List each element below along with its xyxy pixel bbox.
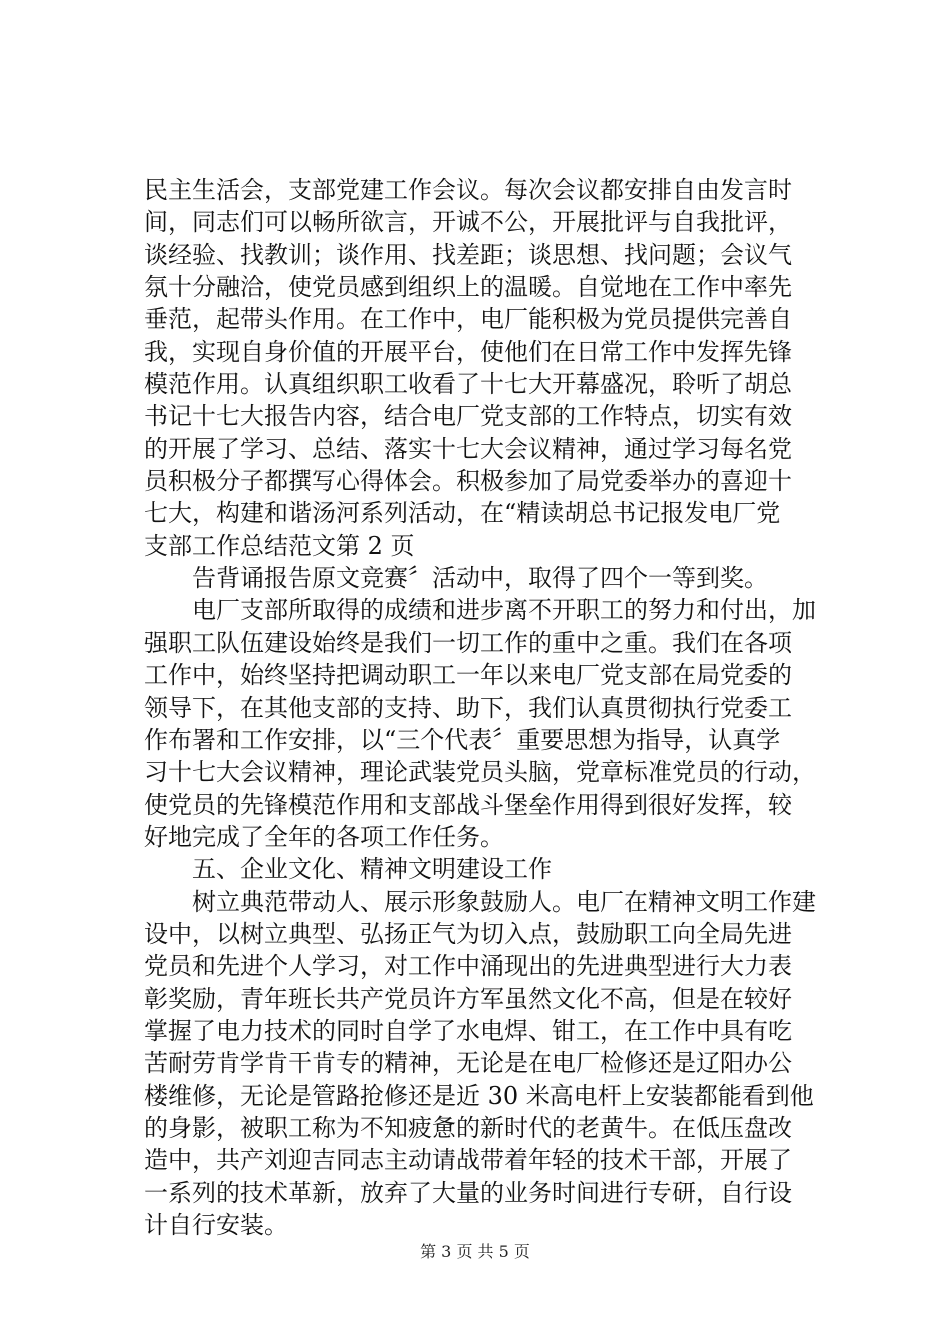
page-footer: 第 3 页 共 5 页 bbox=[420, 1242, 530, 1261]
text-line: 好地完成了全年的各项工作任务。 bbox=[144, 822, 504, 851]
text-line: 五、企业文化、精神文明建设工作 bbox=[192, 855, 552, 884]
text-line: 作布署和工作安排，以“三个代表〞重要思想为指导，认真学 bbox=[144, 725, 781, 754]
text-line: 谈经验、找教训；谈作用、找差距；谈思想、找问题；会议气 bbox=[144, 240, 792, 269]
text-line: 掌握了电力技术的同时自学了水电焊、钳工，在工作中具有吃 bbox=[144, 1016, 792, 1045]
text-line: 彰奖励，青年班长共产党员许方军虽然文化不高，但是在较好 bbox=[144, 984, 792, 1013]
text-line: 苦耐劳肯学肯干肯专的精神，无论是在电厂检修还是辽阳办公 bbox=[144, 1049, 792, 1078]
body-text bbox=[144, 174, 816, 1241]
text-line: 间，同志们可以畅所欲言，开诚不公，开展批评与自我批评， bbox=[144, 208, 792, 237]
text-line: 工作中，始终坚持把调动职工一年以来电厂党支部在局党委的 bbox=[144, 661, 792, 690]
text-line: 氛十分融洽，使党员感到组织上的温暖。自觉地在工作中率先 bbox=[144, 273, 792, 302]
text-line: 设中，以树立典型、弘扬正气为切入点，鼓励职工向全局先进 bbox=[144, 919, 792, 948]
text-line: 使党员的先锋模范作用和支部战斗堡垒作用得到很好发挥，较 bbox=[144, 790, 792, 819]
text-line: 习十七大会议精神，理论武装党员头脑，党章标准党员的行动， bbox=[144, 758, 816, 787]
text-line: 书记十七大报告内容，结合电厂党支部的工作特点，切实有效 bbox=[144, 402, 792, 431]
text-line: 造中，共产刘迎吉同志主动请战带着年轻的技术干部，开展了 bbox=[144, 1146, 792, 1175]
text-line: 领导下，在其他支部的支持、助下，我们认真贯彻执行党委工 bbox=[144, 693, 792, 722]
text-line: 模范作用。认真组织职工收看了十七大开幕盛况，聆听了胡总 bbox=[144, 370, 792, 399]
text-line: 楼维修，无论是管路抢修还是近 30 米高电杆上安装都能看到他 bbox=[144, 1081, 814, 1110]
text-line: 的开展了学习、总结、落实十七大会议精神，通过学习每名党 bbox=[144, 434, 792, 463]
text-line: 的身影，被职工称为不知疲惫的新时代的老黄牛。在低压盘改 bbox=[144, 1113, 792, 1142]
text-line: 一系列的技术革新，放弃了大量的业务时间进行专研，自行设 bbox=[144, 1178, 792, 1207]
text-line: 电厂支部所取得的成绩和进步离不开职工的努力和付出，加 bbox=[192, 596, 816, 625]
text-line: 民主生活会，支部党建工作会议。每次会议都安排自由发言时 bbox=[144, 176, 792, 204]
text-line: 支部工作总结范文第 2 页 bbox=[144, 531, 415, 560]
text-line: 计自行安装。 bbox=[144, 1211, 288, 1239]
text-line: 七大，构建和谐汤河系列活动，在“精读胡总书记报发电厂党 bbox=[144, 499, 781, 528]
text-line: 强职工队伍建设始终是我们一切工作的重中之重。我们在各项 bbox=[144, 628, 792, 657]
text-line: 树立典范带动人、展示形象鼓励人。电厂在精神文明工作建 bbox=[192, 887, 816, 916]
text-line: 我，实现自身价值的开展平台，使他们在日常工作中发挥先锋 bbox=[144, 337, 792, 366]
text-line: 员积极分子都撰写心得体会。积极参加了局党委举办的喜迎十 bbox=[144, 467, 792, 496]
text-line: 垂范，起带头作用。在工作中，电厂能积极为党员提供完善自 bbox=[144, 305, 792, 334]
text-line: 告背诵报告原文竞赛〞活动中，取得了四个一等到奖。 bbox=[192, 564, 768, 593]
text-line: 党员和先进个人学习，对工作中涌现出的先进典型进行大力表 bbox=[144, 952, 792, 981]
